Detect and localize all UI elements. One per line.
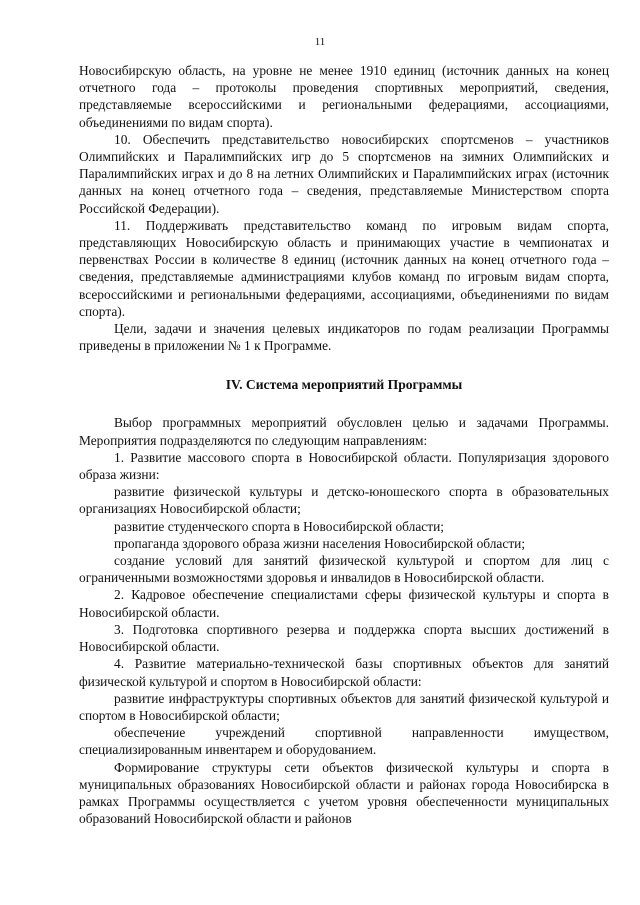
paragraphs-before-heading <box>79 62 609 354</box>
body-paragraph: развитие инфраструктуры спортивных объектов для занятий физической культурой и спортом в Новосибирской области; <box>79 690 609 723</box>
body-paragraph: 3. Подготовка спортивного резерва и поддержка спорта высших достижений в Новосибирской области. <box>79 621 609 655</box>
body-paragraph: Цели, задачи и значения целевых индикаторов по годам реализации Программы приведены в приложении № 1 к Программе. <box>79 321 609 354</box>
body-paragraph: создание условий для занятий физической культурой и спортом для лиц с ограниченными возможностями здоровья и инвалидов в Новосибирской области. <box>79 553 609 586</box>
page-number: 11 <box>314 36 326 48</box>
body-paragraph: 2. Кадровое обеспечение специалистами сферы физической культуры и спорта в Новосибирской области. <box>79 587 609 620</box>
body-paragraph: Новосибирскую область, на уровне не менее 1910 единиц (источник данных на конец отчетного года – протоколы проведения спортивных мероприятий, сведения, представляемые всероссийскими и региональными федерациями, ассоциациями, объединениями по видам спорта). <box>79 63 609 130</box>
document-body <box>79 62 609 827</box>
paragraphs-after-heading <box>79 414 609 827</box>
body-paragraph: пропаганда здорового образа жизни населения Новосибирской области; <box>114 535 526 551</box>
body-paragraph: 10. Обеспечить представительство новосибирских спортсменов – участников Олимпийских и Паралимпийских игр до 5 спортсменов на зимних Олимпийских и Паралимпийских играх и до 8 на летних Олимпийских и Паралимпийских играх (источник данных на конец отчетного года – сведения, представляемые Министерством спорта Российской Федерации). <box>79 131 609 216</box>
body-paragraph: развитие студенческого спорта в Новосибирской области; <box>114 518 444 534</box>
body-paragraph: обеспечение учреждений спортивной направленности имуществом, специализированным инвентарем и оборудованием. <box>79 725 609 758</box>
body-paragraph: развитие физической культуры и детско-юношеского спорта в образовательных организациях Новосибирской области; <box>79 484 609 517</box>
body-paragraph: Формирование структуры сети объектов физической культуры и спорта в муниципальных образованиях Новосибирской области и районах города Новосибирска в рамках Программы осуществляется с учетом уровня обеспеченности муниципальных образований Новосибирской области и районов <box>79 759 609 827</box>
body-paragraph: 4. Развитие материально-технической базы спортивных объектов для занятий физической культурой и спортом в Новосибирской области: <box>79 656 609 689</box>
body-paragraph: Выбор программных мероприятий обусловлен целью и задачами Программы. Мероприятия подразделяются по следующим направлениям: <box>79 415 609 448</box>
body-paragraph: 1. Развитие массового спорта в Новосибирской области. Популяризация здорового образа жизни: <box>79 449 609 483</box>
section-heading: IV. Система мероприятий Программы <box>225 377 463 393</box>
body-paragraph: 11. Поддерживать представительство команд по игровым видам спорта, представляющих Новосибирскую область и принимающих участие в чемпионатах и первенствах России в количестве 8 единиц (источник данных на конец отчетного года – сведения, представляемые администрациями клубов команд по игровым видам спорта, всероссийскими и региональными федерациями, ассоциациями, объединениями по видам спорта). <box>79 217 609 319</box>
